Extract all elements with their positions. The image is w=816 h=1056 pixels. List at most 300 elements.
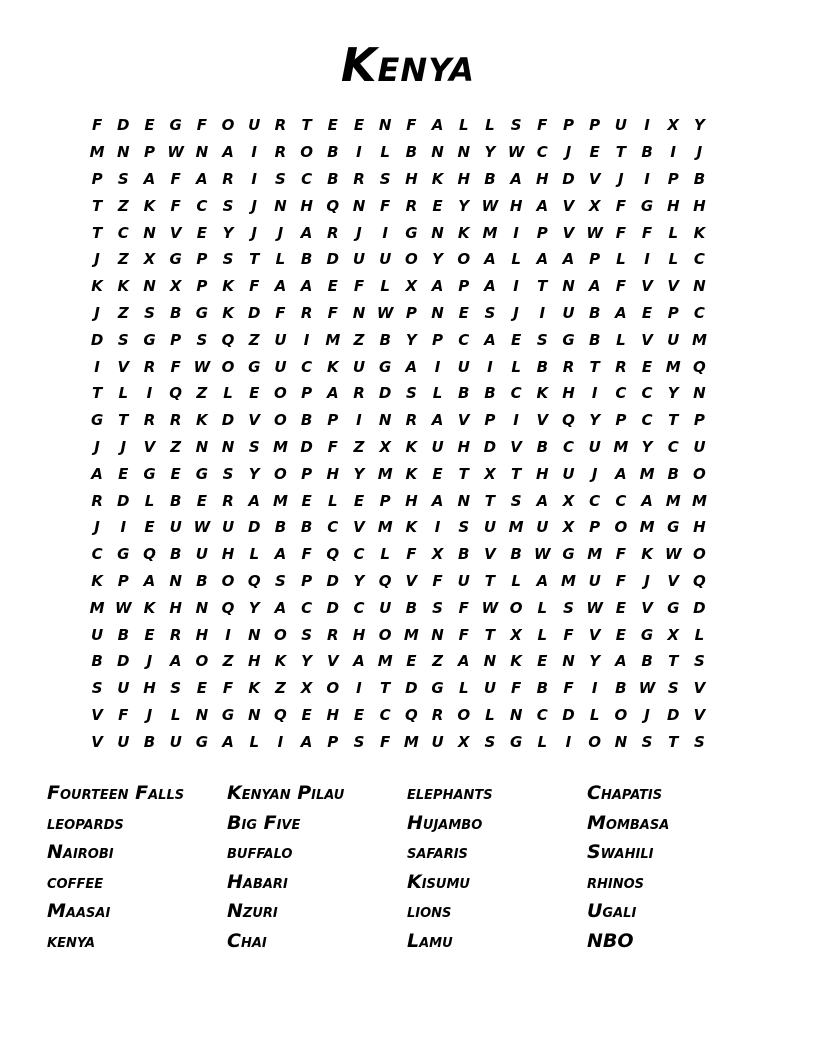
word-list-item: Mombasa	[587, 811, 670, 834]
grid-letter: N	[562, 277, 575, 296]
grid-letter: L	[223, 384, 233, 403]
grid-letter: N	[483, 652, 497, 671]
grid-letter: M	[272, 491, 288, 510]
grid-letter: T	[249, 250, 260, 269]
grid-letter: U	[274, 357, 287, 376]
grid-letter: F	[432, 571, 443, 590]
grid-letter: U	[352, 250, 366, 269]
grid-letter: R	[274, 116, 287, 135]
grid-letter: B	[667, 464, 679, 483]
grid-row	[84, 139, 738, 166]
grid-letter: F	[458, 625, 469, 644]
grid-letter: I	[434, 357, 441, 376]
grid-letter: S	[170, 679, 182, 698]
grid-letter: M	[403, 625, 419, 644]
grid-letter: J	[696, 143, 703, 162]
grid-letter: A	[274, 598, 287, 617]
grid-letter: V	[693, 705, 706, 724]
grid-letter: E	[432, 196, 443, 215]
grid-letter: T	[615, 143, 626, 162]
grid-letter: D	[117, 116, 130, 135]
grid-letter: W	[193, 518, 211, 537]
grid-letter: U	[562, 464, 575, 483]
grid-letter: H	[143, 679, 156, 698]
grid-letter: R	[169, 411, 182, 430]
grid-letter: F	[170, 169, 181, 188]
grid-letter: Y	[484, 143, 496, 162]
grid-letter: U	[221, 518, 235, 537]
grid-letter: U	[169, 518, 182, 537]
grid-letter: A	[562, 250, 575, 269]
grid-letter: B	[117, 625, 129, 644]
grid-letter: B	[484, 384, 496, 403]
grid-letter: D	[326, 571, 339, 590]
grid-letter: A	[143, 571, 156, 590]
grid-letter: U	[588, 437, 601, 456]
grid-letter: J	[94, 518, 100, 537]
grid-letter: E	[118, 464, 129, 483]
grid-letter: J	[356, 223, 362, 242]
grid-letter: B	[405, 143, 418, 162]
grid-letter: G	[562, 545, 575, 564]
grid-letter: O	[274, 411, 287, 430]
grid-letter: T	[589, 357, 600, 376]
grid-letter: B	[536, 437, 548, 456]
grid-letter: K	[510, 652, 522, 671]
grid-letter: Q	[169, 384, 183, 403]
grid-letter: Q	[693, 357, 706, 376]
grid-letter: A	[484, 277, 496, 296]
grid-letter: A	[431, 277, 444, 296]
grid-letter: N	[221, 437, 235, 456]
grid-letter: U	[431, 437, 444, 456]
grid-letter: F	[380, 196, 391, 215]
grid-letter: A	[222, 732, 234, 751]
grid-letter: P	[327, 411, 339, 430]
grid-letter: A	[431, 116, 444, 135]
grid-letter: E	[537, 652, 548, 671]
word-list-item: buffalo	[227, 841, 293, 864]
grid-letter: V	[667, 571, 680, 590]
grid-letter: L	[380, 277, 390, 296]
grid-letter: O	[509, 598, 523, 617]
grid-letter: A	[274, 277, 287, 296]
grid-letter: P	[615, 411, 627, 430]
grid-letter: I	[670, 143, 677, 162]
grid-letter: A	[326, 384, 339, 403]
grid-letter: S	[275, 169, 286, 188]
grid-letter: C	[353, 598, 365, 617]
grid-letter: N	[143, 223, 156, 242]
grid-letter: V	[326, 652, 339, 671]
grid-letter: W	[664, 545, 682, 564]
grid-letter: B	[300, 518, 313, 537]
grid-letter: Q	[562, 411, 575, 430]
grid-letter: P	[589, 250, 601, 269]
grid-letter: X	[562, 491, 575, 510]
grid-letter: H	[693, 518, 706, 537]
grid-letter: N	[562, 652, 575, 671]
grid-letter: Y	[641, 437, 653, 456]
grid-letter: F	[510, 679, 522, 698]
grid-letter: G	[509, 732, 523, 751]
grid-letter: V	[588, 169, 601, 188]
grid-letter: L	[144, 491, 155, 510]
word-list-item: lions	[407, 900, 452, 923]
grid-letter: F	[615, 571, 626, 590]
grid-letter: E	[641, 357, 653, 376]
grid-letter: H	[457, 437, 470, 456]
word-list-item: Kisumu	[407, 870, 470, 893]
grid-letter: F	[615, 277, 626, 296]
grid-letter: V	[117, 357, 130, 376]
grid-letter: M	[377, 518, 393, 537]
grid-letter: N	[431, 625, 444, 644]
word-list-item: kenya	[47, 929, 96, 952]
grid-letter: P	[536, 223, 548, 242]
grid-letter: F	[380, 732, 391, 751]
word-list-item: safaris	[407, 841, 468, 864]
grid-letter: J	[513, 303, 519, 322]
grid-letter: V	[562, 223, 575, 242]
grid-letter: Y	[222, 223, 234, 242]
grid-letter: P	[196, 277, 208, 296]
grid-letter: B	[536, 357, 548, 376]
grid-letter: I	[94, 357, 100, 376]
grid-letter: K	[536, 384, 549, 403]
grid-letter: K	[91, 277, 103, 296]
grid-letter: G	[221, 705, 235, 724]
grid-letter: W	[193, 357, 211, 376]
grid-letter: H	[326, 464, 340, 483]
grid-letter: B	[300, 250, 313, 269]
grid-letter: R	[562, 357, 575, 376]
grid-letter: U	[195, 545, 208, 564]
grid-letter: F	[615, 545, 626, 564]
grid-letter: R	[222, 169, 234, 188]
grid-letter: I	[356, 679, 362, 698]
grid-letter: C	[641, 411, 653, 430]
grid-letter: U	[117, 679, 130, 698]
grid-row	[84, 246, 738, 273]
grid-letter: L	[511, 357, 521, 376]
grid-letter: I	[356, 143, 362, 162]
grid-letter: E	[510, 330, 522, 349]
grid-letter: L	[249, 732, 259, 751]
grid-letter: R	[143, 411, 156, 430]
grid-letter: N	[143, 277, 156, 296]
grid-letter: V	[562, 196, 575, 215]
grid-row	[84, 300, 738, 327]
grid-letter: O	[195, 652, 209, 671]
grid-letter: I	[120, 518, 127, 537]
grid-letter: P	[170, 330, 182, 349]
grid-letter: Q	[247, 571, 261, 590]
grid-letter: B	[588, 303, 601, 322]
grid-letter: T	[380, 679, 391, 698]
grid-letter: J	[644, 571, 650, 590]
grid-letter: I	[513, 223, 519, 242]
grid-letter: Y	[405, 330, 417, 349]
grid-letter: B	[510, 545, 522, 564]
grid-letter: K	[196, 411, 208, 430]
grid-letter: F	[222, 679, 234, 698]
grid-letter: A	[536, 571, 549, 590]
grid-letter: T	[668, 732, 679, 751]
grid-letter: D	[247, 303, 261, 322]
grid-letter: T	[537, 277, 548, 296]
grid-letter: Z	[222, 652, 234, 671]
grid-letter: A	[143, 169, 156, 188]
grid-letter: M	[639, 464, 655, 483]
grid-letter: X	[667, 625, 679, 644]
grid-letter: R	[222, 491, 234, 510]
grid-letter: A	[615, 464, 627, 483]
grid-letter: L	[537, 732, 548, 751]
grid-letter: P	[196, 250, 208, 269]
grid-letter: A	[615, 303, 627, 322]
grid-letter: V	[457, 411, 470, 430]
grid-letter: B	[405, 598, 418, 617]
grid-letter: L	[616, 330, 626, 349]
grid-letter: Y	[353, 571, 365, 590]
grid-letter: E	[196, 223, 207, 242]
grid-letter: M	[691, 491, 707, 510]
grid-letter: P	[327, 732, 339, 751]
grid-letter: N	[378, 116, 392, 135]
grid-letter: H	[247, 652, 261, 671]
grid-letter: U	[379, 250, 392, 269]
grid-letter: E	[406, 652, 417, 671]
grid-letter: C	[641, 384, 653, 403]
grid-letter: S	[379, 169, 391, 188]
grid-letter: N	[195, 598, 209, 617]
grid-letter: N	[169, 571, 182, 590]
grid-letter: N	[247, 625, 261, 644]
grid-row	[84, 112, 738, 139]
grid-letter: D	[562, 169, 575, 188]
grid-letter: G	[117, 545, 130, 564]
grid-letter: A	[300, 732, 313, 751]
grid-letter: C	[667, 437, 679, 456]
grid-letter: O	[588, 732, 602, 751]
grid-row	[84, 728, 738, 755]
grid-letter: B	[641, 652, 653, 671]
grid-letter: Y	[248, 598, 260, 617]
grid-letter: U	[483, 518, 496, 537]
grid-letter: B	[484, 169, 496, 188]
grid-letter: D	[300, 437, 313, 456]
grid-letter: U	[457, 357, 470, 376]
grid-letter: Q	[221, 330, 235, 349]
grid-letter: B	[300, 411, 313, 430]
grid-letter: U	[693, 437, 706, 456]
grid-letter: C	[589, 491, 601, 510]
grid-letter: G	[667, 518, 680, 537]
grid-letter: T	[484, 625, 496, 644]
grid-letter: X	[667, 116, 679, 135]
grid-row	[84, 407, 738, 434]
grid-letter: X	[379, 437, 391, 456]
grid-letter: U	[248, 116, 261, 135]
grid-letter: X	[457, 732, 470, 751]
grid-letter: S	[117, 169, 129, 188]
grid-letter: D	[562, 705, 575, 724]
grid-letter: K	[326, 357, 339, 376]
grid-letter: S	[222, 196, 234, 215]
grid-letter: S	[510, 116, 522, 135]
grid-letter: E	[144, 116, 155, 135]
grid-letter: C	[301, 169, 313, 188]
grid-letter: O	[274, 464, 287, 483]
grid-letter: F	[406, 545, 417, 564]
grid-letter: S	[432, 598, 443, 617]
grid-letter: G	[169, 250, 182, 269]
grid-letter: H	[457, 169, 470, 188]
grid-letter: N	[431, 143, 444, 162]
grid-letter: U	[614, 116, 627, 135]
grid-letter: Z	[248, 330, 260, 349]
word-list-item: Kenyan Pilau	[227, 782, 345, 804]
grid-letter: B	[169, 491, 182, 510]
grid-row	[84, 568, 738, 595]
grid-letter: D	[326, 598, 339, 617]
grid-letter: K	[222, 277, 234, 296]
grid-letter: C	[562, 437, 574, 456]
grid-letter: L	[668, 223, 678, 242]
grid-letter: C	[510, 384, 522, 403]
grid-row	[84, 219, 738, 246]
grid-letter: C	[615, 491, 627, 510]
grid-letter: L	[328, 491, 338, 510]
grid-letter: T	[118, 411, 129, 430]
grid-letter: E	[327, 277, 338, 296]
grid-letter: H	[509, 196, 523, 215]
grid-letter: T	[91, 196, 103, 215]
grid-letter: B	[196, 571, 208, 590]
grid-letter: P	[405, 303, 417, 322]
grid-letter: E	[641, 303, 653, 322]
grid-letter: S	[694, 652, 705, 671]
grid-letter: S	[144, 303, 155, 322]
grid-letter: N	[457, 491, 470, 510]
grid-letter: U	[169, 732, 182, 751]
grid-letter: Y	[248, 464, 260, 483]
grid-letter: X	[300, 679, 313, 698]
grid-letter: B	[693, 169, 706, 188]
grid-letter: S	[91, 679, 103, 698]
word-list-item: NBO	[587, 929, 634, 952]
grid-letter: N	[352, 303, 366, 322]
grid-letter: N	[352, 196, 366, 215]
grid-row	[84, 702, 738, 729]
grid-letter: F	[641, 223, 653, 242]
grid-letter: Y	[589, 652, 601, 671]
grid-letter: J	[94, 250, 100, 269]
grid-letter: N	[195, 143, 209, 162]
grid-letter: F	[196, 116, 207, 135]
grid-letter: P	[484, 411, 496, 430]
grid-letter: U	[274, 330, 287, 349]
grid-letter: A	[615, 652, 627, 671]
grid-letter: L	[511, 571, 521, 590]
grid-letter: L	[589, 705, 600, 724]
grid-letter: E	[458, 303, 469, 322]
grid-letter: B	[458, 545, 470, 564]
word-list-item: Chai	[227, 929, 267, 952]
grid-letter: Q	[326, 545, 340, 564]
grid-letter: T	[668, 411, 679, 430]
grid-letter: S	[458, 518, 470, 537]
grid-letter: V	[641, 598, 653, 617]
grid-letter: V	[510, 437, 522, 456]
grid-letter: I	[644, 169, 650, 188]
grid-letter: M	[89, 598, 105, 617]
grid-letter: S	[484, 732, 496, 751]
grid-letter: F	[353, 277, 365, 296]
grid-letter: I	[513, 277, 519, 296]
grid-letter: O	[614, 518, 628, 537]
grid-letter: G	[195, 732, 208, 751]
grid-letter: E	[144, 518, 155, 537]
grid-letter: A	[510, 169, 522, 188]
grid-letter: I	[146, 384, 153, 403]
grid-letter: J	[94, 437, 100, 456]
grid-letter: G	[562, 330, 575, 349]
grid-letter: A	[536, 250, 549, 269]
grid-letter: D	[90, 330, 104, 349]
grid-letter: Q	[404, 705, 418, 724]
grid-letter: Y	[589, 411, 601, 430]
grid-letter: M	[403, 732, 419, 751]
grid-letter: K	[222, 303, 234, 322]
grid-letter: X	[510, 625, 522, 644]
grid-letter: P	[301, 571, 313, 590]
grid-letter: E	[615, 598, 626, 617]
grid-letter: W	[638, 679, 656, 698]
grid-letter: F	[327, 437, 338, 456]
grid-letter: E	[327, 116, 338, 135]
word-list-item: elephants	[407, 782, 493, 804]
grid-letter: L	[485, 705, 495, 724]
grid-letter: L	[249, 545, 259, 564]
grid-letter: O	[457, 705, 471, 724]
grid-letter: N	[457, 143, 470, 162]
word-list-item: Ugali	[587, 900, 637, 923]
grid-letter: J	[146, 652, 153, 671]
grid-letter: B	[327, 143, 339, 162]
grid-letter: L	[694, 625, 705, 644]
grid-letter: C	[91, 545, 103, 564]
grid-letter: P	[432, 330, 444, 349]
grid-letter: E	[196, 679, 207, 698]
grid-letter: S	[536, 330, 548, 349]
grid-letter: C	[615, 384, 627, 403]
grid-letter: G	[90, 411, 104, 430]
grid-letter: S	[301, 625, 312, 644]
grid-letter: S	[510, 491, 522, 510]
grid-letter: A	[196, 169, 208, 188]
grid-letter: B	[458, 384, 470, 403]
grid-letter: M	[665, 357, 681, 376]
grid-letter: P	[301, 464, 313, 483]
grid-letter: H	[405, 491, 418, 510]
grid-letter: D	[221, 411, 235, 430]
word-list-item: Swahili	[587, 841, 654, 864]
grid-letter: K	[641, 545, 653, 564]
grid-letter: S	[222, 464, 234, 483]
grid-letter: K	[405, 518, 418, 537]
